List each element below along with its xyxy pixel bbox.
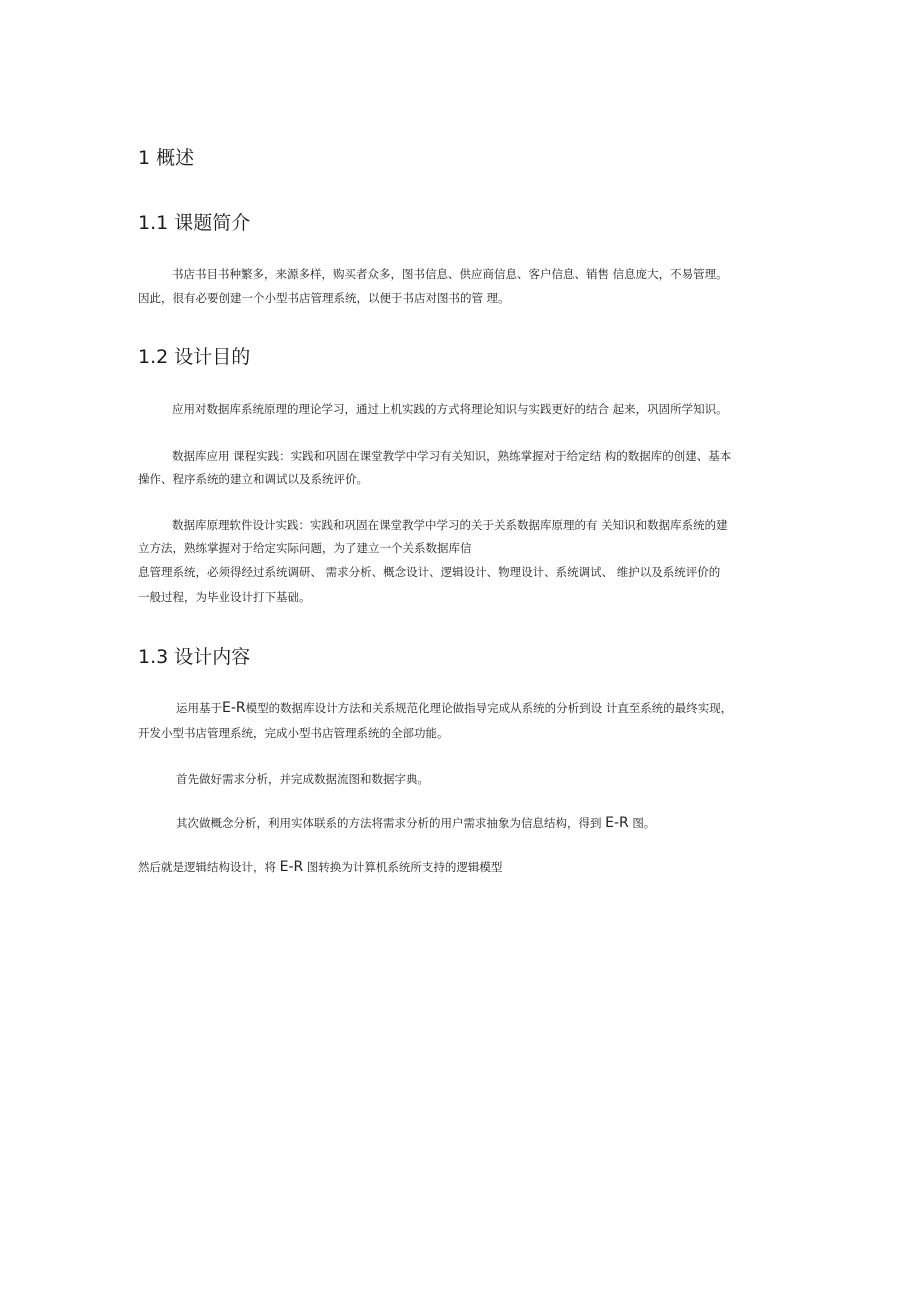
text-run: 其次做概念分析，利用实体联系的方法将需求分析的用户需求抽象为信息结构，得到: [176, 816, 606, 830]
paragraph-line: 开发小型书店管理系统，完成小型书店管理系统的全部功能。: [138, 726, 449, 740]
text-run: 然后就是逻辑结构设计，将: [138, 860, 280, 874]
paragraph-line: 首先做好需求分析，并完成数据流图和数据字典。: [176, 772, 429, 786]
paragraph-line: 操作、程序系统的建立和调试以及系统评价。: [138, 472, 368, 486]
paragraph-line: [176, 700, 732, 716]
er-term: E-R: [605, 815, 629, 831]
text-run: 图转换为计算机系统所支持的逻辑模型: [303, 860, 503, 874]
text-run: 模型的数据库设计方法和关系规范化理论做指导完成从系统的分析到设 计直至系统的最终实现，: [245, 701, 733, 715]
paragraph-line: 立方法，熟练掌握对于给定实际问题，为了建立一个关系数据库信: [138, 541, 472, 555]
paragraph-line: 因此，很有必要创建一个小型书店管理系统，以便于书店对图书的管 理。: [138, 291, 510, 305]
er-term: E-R: [279, 859, 304, 875]
heading-1-2: 1.2 设计目的: [138, 346, 251, 368]
paragraph-line: 息管理系统，必须得经过系统调研、 需求分析、概念设计、逻辑设计、物理设计、系统调试、 维护以及系统评价的: [138, 565, 721, 579]
text-run: 图。: [628, 816, 656, 830]
heading-1-1: 1.1 课题简介: [138, 212, 251, 234]
heading-1-3: 1.3 设计内容: [138, 646, 251, 668]
paragraph-line: 数据库应用 课程实践：实践和巩固在课堂教学中学习有关知识，熟练掌握对于给定结 构的数据库的创建、基本: [172, 449, 732, 463]
heading-1: 1 概述: [138, 147, 195, 169]
paragraph-line: [176, 815, 655, 831]
paragraph-line: 数据库原理软件设计实践：实践和巩固在课堂教学中学习的关于关系数据库原理的有 关知识和数据库系统的建: [172, 518, 728, 532]
er-term: E-R: [222, 700, 246, 716]
paragraph-line: [138, 859, 502, 875]
paragraph-line: 书店书目书种繁多，来源多样，购买者众多，图书信息、供应商信息、客户信息、销售 信息庞大，不易管理。: [172, 267, 728, 281]
paragraph-line: 一般过程，为毕业设计打下基础。: [138, 590, 311, 604]
paragraph-line: 应用对数据库系统原理的理论学习，通过上机实践的方式将理论知识与实践更好的结合 起来，巩固所学知识。: [172, 402, 728, 416]
text-run: 运用基于: [176, 701, 222, 715]
